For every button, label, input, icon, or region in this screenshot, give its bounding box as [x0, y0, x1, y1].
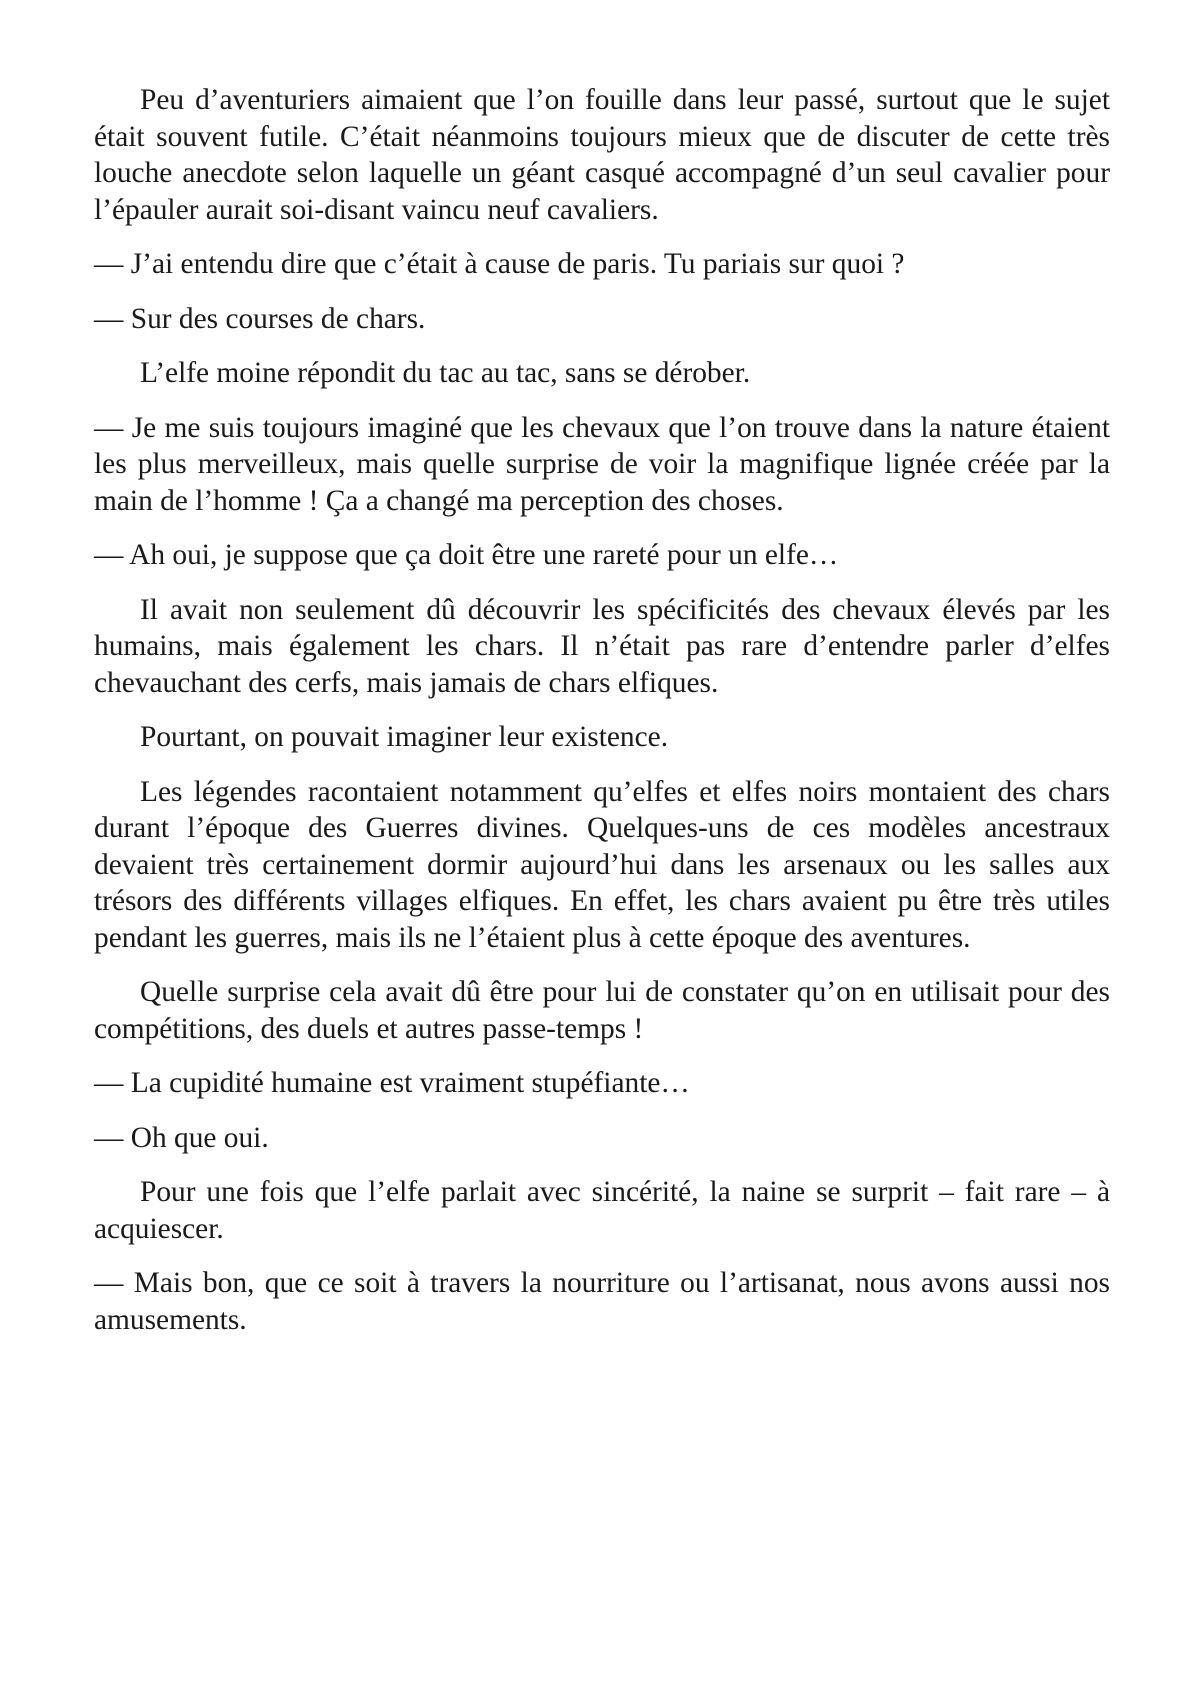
paragraph-dialogue: — Ah oui, je suppose que ça doit être une rareté pour un elfe…	[94, 539, 839, 571]
paragraph-narration: Les légendes racontaient notamment qu’elfes et elfes noirs montaient des chars durant l’époque des Guerres divines. Quelques-uns de ces modèles ancestraux devaient très certainement dormir aujourd’hui dans les arsenaux ou les salles aux trésors des différents villages elfiques. En effet, les chars avaient pu être très utiles pendant les guerres, mais ils ne l’étaient plus à cette époque des aventures.	[94, 775, 1110, 954]
paragraph-narration: Pour une fois que l’elfe parlait avec sincérité, la naine se surprit – fait rare – à acquiescer.	[94, 1176, 1110, 1245]
paragraph-narration: Quelle surprise cela avait dû être pour lui de constater qu’on en utilisait pour des compétitions, des duels et autres passe-temps !	[94, 976, 1110, 1045]
page-text	[94, 82, 1110, 1356]
paragraph-dialogue: — Mais bon, que ce soit à travers la nourriture ou l’artisanat, nous avons aussi nos amusements.	[94, 1267, 1110, 1336]
paragraph-dialogue: — Sur des courses de chars.	[94, 302, 426, 335]
paragraph-narration: Il avait non seulement dû découvrir les spécificités des chevaux élevés par les humains, mais également les chars. Il n’était pas rare d’entendre parler d’elfes chevauchant des cerfs, mais jamais de chars elfiques.	[94, 593, 1110, 699]
paragraph-dialogue: — Oh que oui.	[94, 1121, 269, 1154]
paragraph-narration: Peu d’aventuriers aimaient que l’on fouille dans leur passé, surtout que le sujet était souvent futile. C’était néanmoins toujours mieux que de discuter de cette très louche anecdote selon laquelle un géant casqué accompagné d’un seul cavalier pour l’épauler aurait soi-disant vaincu neuf cavaliers.	[94, 84, 1110, 226]
paragraph-narration: L’elfe moine répondit du tac au tac, sans se dérober.	[140, 357, 751, 389]
paragraph-dialogue: — J’ai entendu dire que c’était à cause de paris. Tu pariais sur quoi ?	[94, 248, 905, 280]
paragraph-dialogue: — La cupidité humaine est vraiment stupéfiante…	[94, 1067, 690, 1099]
paragraph-dialogue: — Je me suis toujours imaginé que les chevaux que l’on trouve dans la nature étaient les plus merveilleux, mais quelle surprise de voir la magnifique lignée créée par la main de l’homme ! Ça a changé ma perception des choses.	[94, 411, 1110, 517]
paragraph-narration: Pourtant, on pouvait imaginer leur existence.	[140, 721, 669, 753]
